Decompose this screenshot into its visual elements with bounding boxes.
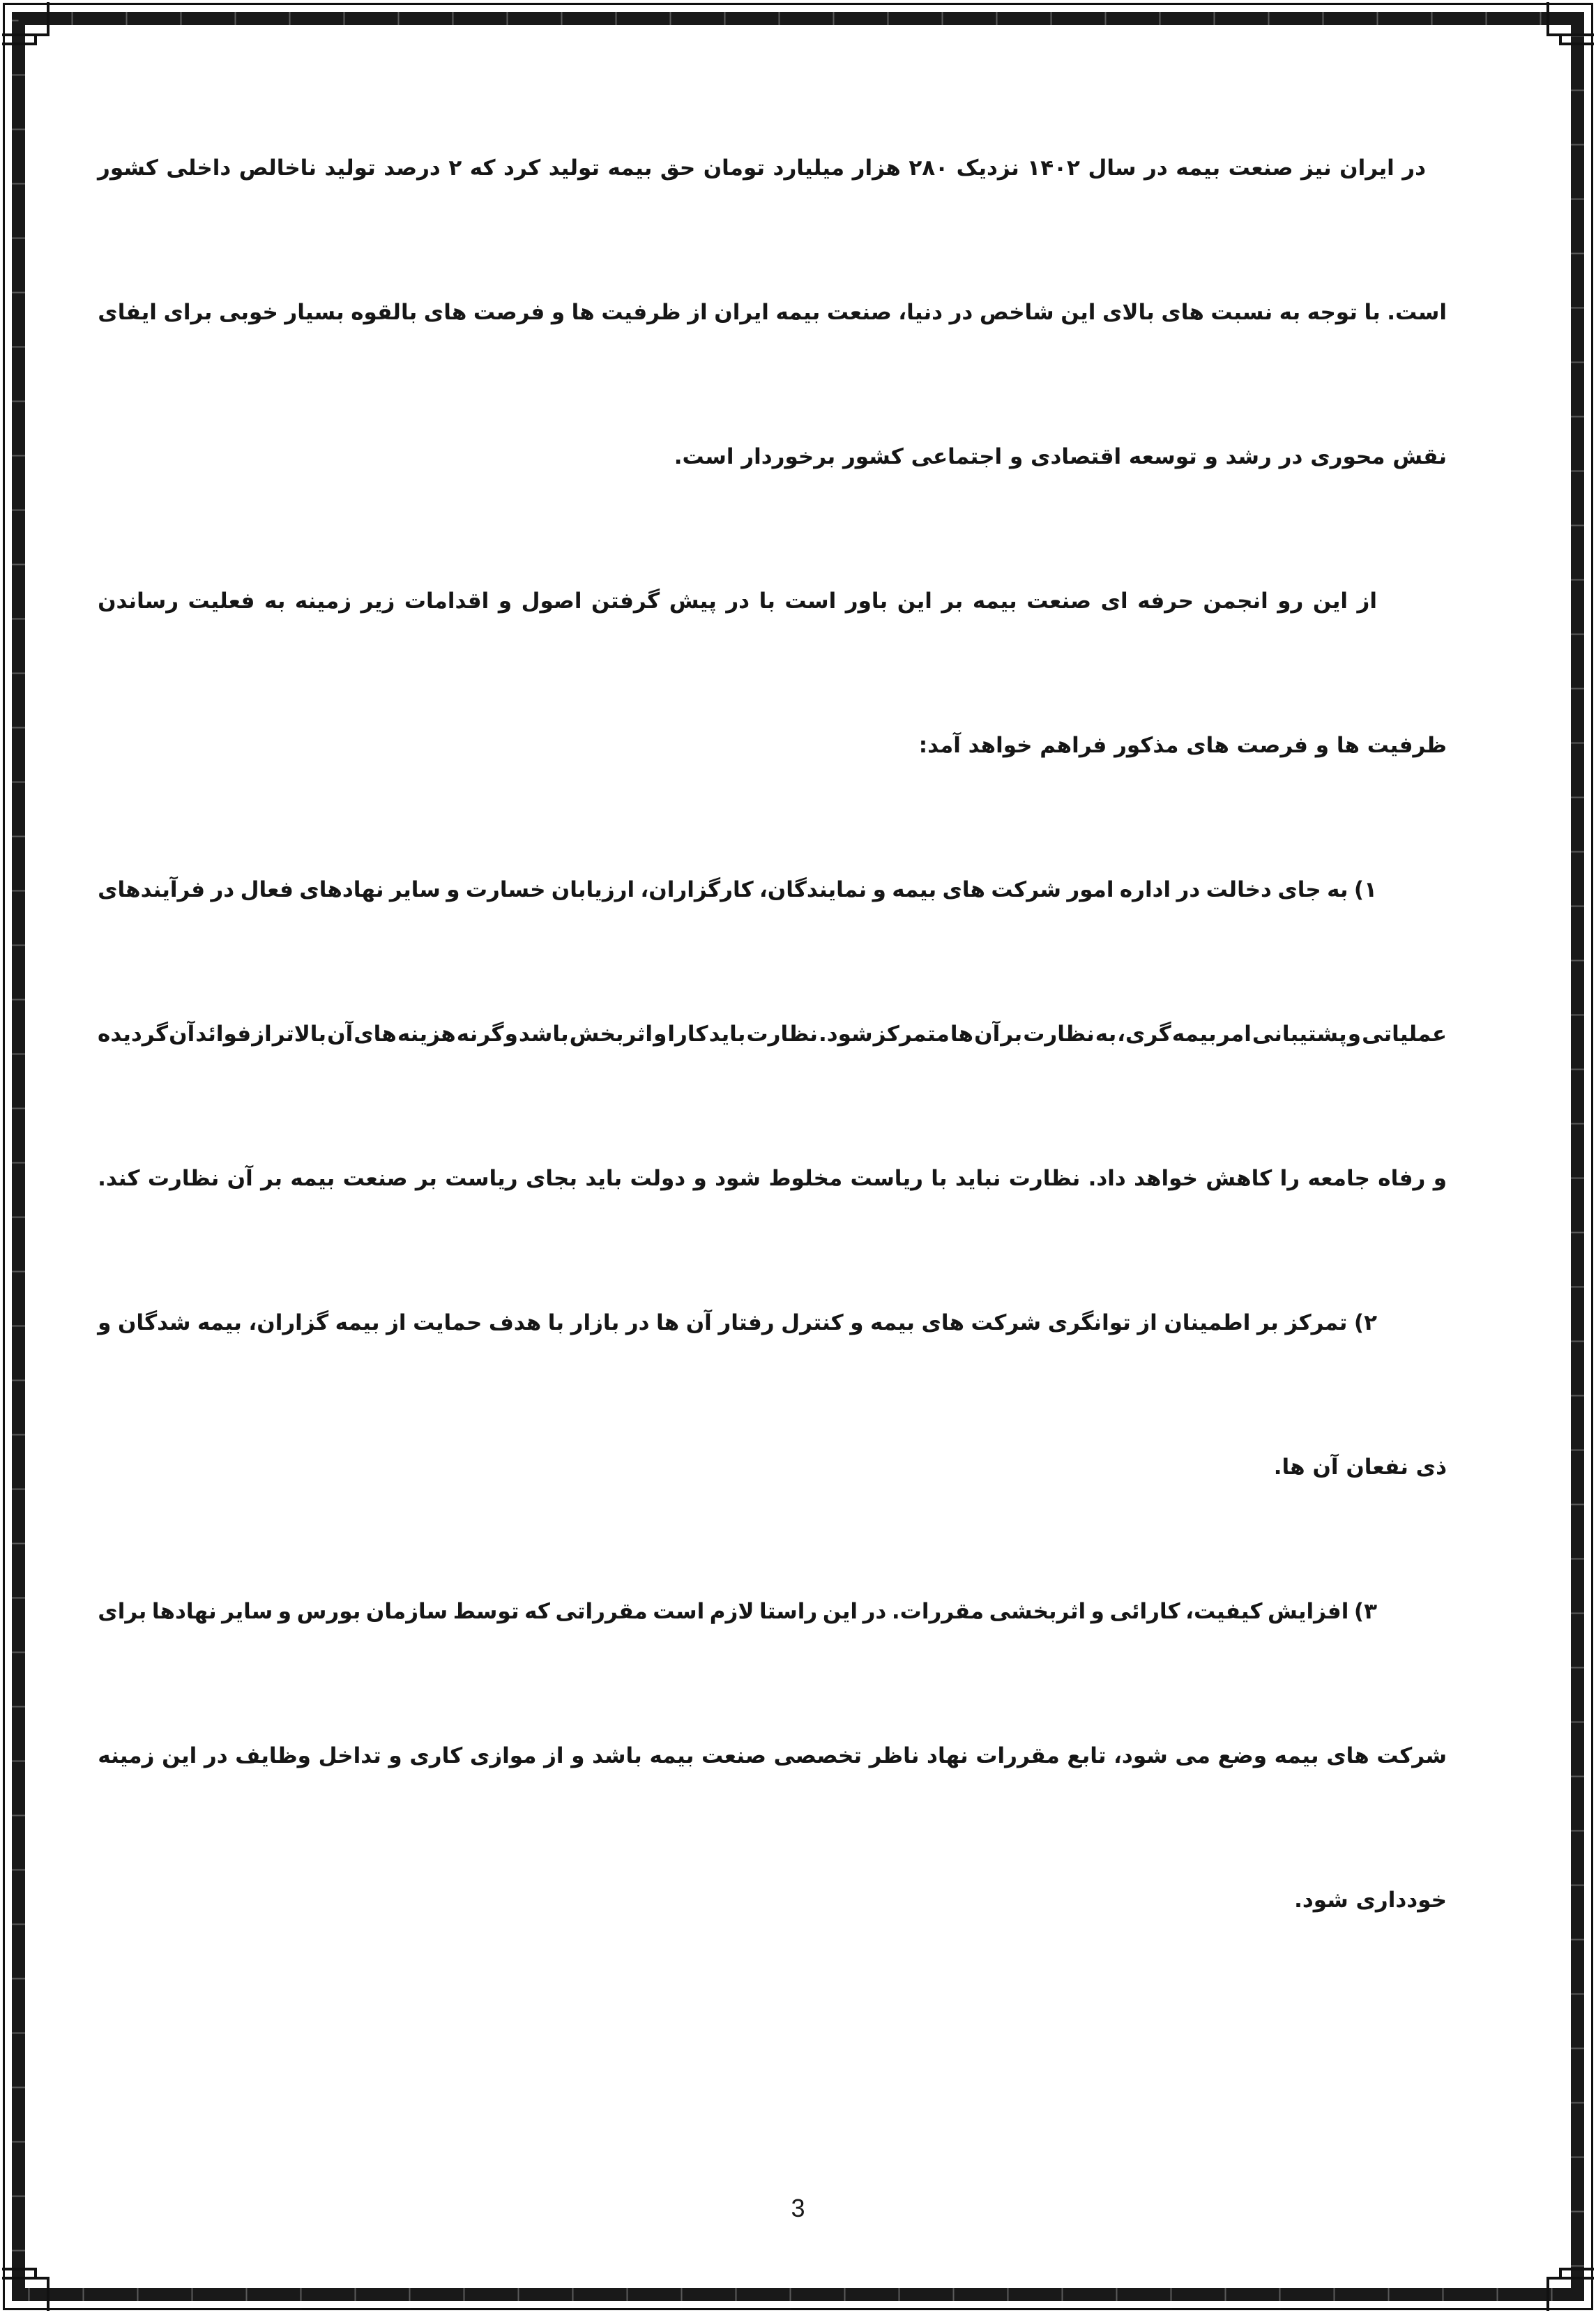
word: امور <box>1067 877 1114 902</box>
word: با <box>759 588 775 614</box>
word: داخلی <box>166 155 231 181</box>
word: کاری <box>409 1743 463 1768</box>
word: از <box>1357 588 1377 614</box>
word: انجمن <box>1203 588 1268 614</box>
word: نظارت <box>1008 1165 1081 1191</box>
text-line <box>98 96 1447 240</box>
word: آن <box>327 1021 354 1047</box>
word: کیفیت، <box>1185 1598 1263 1624</box>
word: با <box>931 1165 948 1191</box>
word: آن <box>169 1021 195 1047</box>
word: مقررات. <box>891 1598 985 1624</box>
word: باور <box>845 588 888 614</box>
word: با <box>547 1310 565 1335</box>
word: تومان <box>703 155 766 181</box>
word: به <box>1327 877 1348 902</box>
word: خوبی <box>219 299 278 325</box>
text-line <box>98 240 1447 384</box>
word: در <box>949 299 973 325</box>
word: لازم <box>709 1598 754 1624</box>
word: و <box>388 1743 402 1768</box>
word: بالاتر <box>272 1021 327 1047</box>
word: صنعت <box>701 1743 766 1768</box>
text-line <box>98 1683 1447 1828</box>
word: بر <box>1001 1021 1023 1047</box>
word: برای <box>98 1598 147 1624</box>
word: بیمه <box>607 155 653 181</box>
word: میلیارد <box>773 155 845 181</box>
word: ۱۴۰۲ <box>1027 155 1080 181</box>
word: شرکت <box>991 877 1061 902</box>
word: بیمه <box>649 1743 694 1768</box>
word: که <box>469 155 496 181</box>
word: خسارت <box>465 877 546 902</box>
word: نمایندگان، <box>759 877 867 902</box>
word: های <box>354 1021 397 1047</box>
word: اصول <box>521 588 582 614</box>
corner-knot-icon <box>2 2 50 45</box>
word: بازار <box>570 1310 620 1335</box>
word: جامعه <box>1307 1165 1370 1191</box>
word: تولید <box>324 155 376 181</box>
word: از <box>386 1310 406 1335</box>
word: تابع <box>1067 1743 1107 1768</box>
word: در <box>1143 155 1168 181</box>
word: هدف <box>488 1310 542 1335</box>
text-line list-item <box>98 1250 1447 1395</box>
word: نظارت <box>746 1021 818 1047</box>
word: سایر <box>389 877 441 902</box>
word: دخالت <box>1206 877 1272 902</box>
word: مقررات <box>975 1743 1060 1768</box>
word: برای <box>163 299 213 325</box>
word: شرکت <box>1376 1743 1447 1768</box>
word: فعال <box>240 877 294 902</box>
word: ۱) <box>1353 877 1377 902</box>
word: نباید <box>955 1165 1001 1191</box>
word: بیمه <box>1171 1021 1217 1047</box>
word: بالقوه <box>351 299 418 325</box>
word: گری، <box>1117 1021 1171 1047</box>
word: بر <box>415 1165 437 1191</box>
word: اطمینان <box>1164 1310 1251 1335</box>
word: نظارت <box>147 1165 220 1191</box>
word: ایران <box>1339 155 1394 181</box>
word: در <box>204 1743 228 1768</box>
word: فعلیت <box>188 588 255 614</box>
word: بجای <box>525 1165 578 1191</box>
word: حمایت <box>413 1310 482 1335</box>
word: در <box>211 877 235 902</box>
word: که <box>524 1598 550 1624</box>
word: بالای <box>1102 299 1155 325</box>
word: ۲) <box>1353 1310 1377 1335</box>
word: تولید <box>548 155 600 181</box>
word: ناظر <box>869 1743 920 1768</box>
document-body <box>98 96 1447 1972</box>
word: کرد <box>503 155 541 181</box>
text-line: ظرفیت ها و فرصت های مذکور فراهم خواهد آمد: <box>918 732 1447 758</box>
word: شدگان <box>117 1310 191 1335</box>
text-line <box>98 962 1447 1106</box>
word: ایفای <box>98 299 157 325</box>
word: این <box>897 588 932 614</box>
word: درصد <box>383 155 441 181</box>
word: ها <box>950 1021 974 1047</box>
word: ریاست <box>850 1165 923 1191</box>
word: بیمه <box>1274 1743 1319 1768</box>
word: ظرفیت <box>601 299 681 325</box>
word: به <box>264 588 286 614</box>
word: موازی <box>469 1743 537 1768</box>
word: از <box>544 1743 564 1768</box>
word: مقرراتی <box>555 1598 648 1624</box>
word: فوائد <box>195 1021 252 1047</box>
word: افزایش <box>1268 1598 1349 1624</box>
word: باشد <box>518 1021 569 1047</box>
word: بر <box>261 1165 283 1191</box>
word: عملیاتی <box>1362 1021 1447 1047</box>
word: ارزیابان <box>551 877 635 902</box>
word: امر <box>1217 1021 1252 1047</box>
word: بیمه <box>892 877 937 902</box>
word: های <box>1326 1743 1369 1768</box>
word: و <box>693 1165 707 1191</box>
word: و <box>278 1598 292 1624</box>
word: ای <box>1100 588 1128 614</box>
word: اداره <box>1119 877 1171 902</box>
word: تداخل <box>318 1743 381 1768</box>
word: است <box>784 588 837 614</box>
word: زمینه <box>98 1743 155 1768</box>
word: وظایف <box>235 1743 311 1768</box>
text-line list-item <box>98 817 1447 962</box>
word: در <box>862 1598 887 1624</box>
word: با <box>1364 299 1381 325</box>
word: فرآیندهای <box>98 877 206 902</box>
word: رفتار <box>718 1310 775 1335</box>
word: تخصصی <box>773 1743 862 1768</box>
word: در <box>1402 155 1426 181</box>
word: است <box>653 1598 705 1624</box>
word: نزدیک <box>956 155 1019 181</box>
word: توجه <box>1307 299 1358 325</box>
word: شود، <box>1114 1743 1168 1768</box>
word: شرکت <box>971 1310 1042 1335</box>
word: بیمه <box>870 1310 915 1335</box>
word: ایران <box>714 299 769 325</box>
word: بیمه <box>775 299 821 325</box>
word: و <box>446 877 460 902</box>
text-line: ذی نفعان آن ها. <box>1273 1454 1447 1480</box>
word: اقدامات <box>404 588 489 614</box>
word: سال <box>1088 155 1137 181</box>
word: و <box>571 1743 585 1768</box>
word: کارائی <box>1109 1598 1180 1624</box>
word: می <box>1175 1743 1210 1768</box>
word: این <box>162 1743 197 1768</box>
word: سازمان <box>365 1598 448 1624</box>
word: بورس <box>296 1598 361 1624</box>
word: ۳) <box>1353 1598 1377 1624</box>
word: توسط <box>453 1598 519 1624</box>
word: و <box>498 588 512 614</box>
word: ها <box>571 299 595 325</box>
word: و <box>98 1310 112 1335</box>
word: و <box>653 1021 667 1047</box>
word: در <box>625 1310 650 1335</box>
word: نسبت <box>1210 299 1273 325</box>
word: از <box>252 1021 272 1047</box>
word: گردیده <box>98 1021 169 1047</box>
word: بر <box>1256 1310 1279 1335</box>
word: بیمه <box>290 1165 335 1191</box>
word: و <box>551 299 565 325</box>
word: بیمه <box>197 1310 242 1335</box>
word: بسیار <box>284 299 344 325</box>
word: رساندن <box>98 588 179 614</box>
word: مخلوط <box>768 1165 843 1191</box>
word: جای <box>1277 877 1321 902</box>
word: اثربخش <box>569 1021 653 1047</box>
word: نهادهای <box>299 877 384 902</box>
word: خواهد <box>1134 1165 1198 1191</box>
word: کارگزاران، <box>640 877 754 902</box>
word: صنعت <box>826 299 892 325</box>
word: این <box>1312 588 1348 614</box>
word: کاهش <box>1206 1165 1272 1191</box>
word: کارا <box>667 1021 708 1047</box>
word: تمرکز <box>1285 1310 1348 1335</box>
word: حرفه <box>1137 588 1194 614</box>
word: نیز <box>1301 155 1332 181</box>
word: گرفتن <box>591 588 660 614</box>
word: پشتیبانی <box>1252 1021 1347 1047</box>
word: گرنه <box>456 1021 504 1047</box>
word: در <box>1176 877 1201 902</box>
text-line: خودداری شود. <box>1294 1887 1447 1913</box>
word: ۲۸۰ <box>909 155 949 181</box>
word: و <box>872 877 886 902</box>
word: فرصت <box>473 299 545 325</box>
word: حق <box>660 155 696 181</box>
word: زمینه <box>294 588 352 614</box>
word: های <box>423 299 467 325</box>
word: های <box>942 877 985 902</box>
word: بیمه <box>1176 155 1221 181</box>
word: باید <box>585 1165 623 1191</box>
word: بر <box>941 588 964 614</box>
word: زیر <box>360 588 395 614</box>
word: راستا <box>759 1598 818 1624</box>
word: و <box>1090 1598 1104 1624</box>
word: به <box>1095 1021 1117 1047</box>
page-number: 3 <box>791 2194 805 2222</box>
word: نظارت <box>1023 1021 1095 1047</box>
word: های <box>921 1310 965 1335</box>
word: نهاد <box>927 1743 968 1768</box>
word: صنعت <box>342 1165 408 1191</box>
word: ها <box>656 1310 680 1335</box>
word: ناخالص <box>238 155 317 181</box>
word: گزاران، <box>248 1310 329 1335</box>
word: نهادها <box>151 1598 217 1624</box>
word: بیمه <box>335 1310 380 1335</box>
word: کند. <box>98 1165 140 1191</box>
word: و <box>1347 1021 1362 1047</box>
word: سایر <box>222 1598 273 1624</box>
word: آن <box>974 1021 1001 1047</box>
word: وضع <box>1217 1743 1268 1768</box>
word: بیمه <box>972 588 1017 614</box>
word: هزینه <box>397 1021 456 1047</box>
text-line <box>98 529 1447 673</box>
word: این <box>822 1598 858 1624</box>
word: این <box>1061 299 1096 325</box>
text-line list-item <box>98 1539 1447 1683</box>
word: است. <box>1387 299 1447 325</box>
word: صنعت <box>1228 155 1293 181</box>
word: و <box>850 1310 864 1335</box>
word: در <box>726 588 750 614</box>
text-line <box>98 1106 1447 1250</box>
word: رو <box>1277 588 1304 614</box>
text-line: نقش محوری در رشد و توسعه اقتصادی و اجتماعی کشور برخوردار است. <box>674 443 1447 469</box>
word: باید <box>708 1021 746 1047</box>
word: باشد <box>592 1743 642 1768</box>
word: و <box>1433 1165 1447 1191</box>
word: هزار <box>852 155 901 181</box>
word: دولت <box>630 1165 686 1191</box>
word: کنترل <box>781 1310 844 1335</box>
word: دنیا، <box>898 299 943 325</box>
word: شود <box>715 1165 761 1191</box>
word: کشور <box>98 155 158 181</box>
word: ریاست <box>445 1165 518 1191</box>
word: صنعت <box>1026 588 1092 614</box>
word: شود. <box>818 1021 873 1047</box>
word: را <box>1279 1165 1300 1191</box>
word: توانگری <box>1047 1310 1131 1335</box>
word: داد. <box>1088 1165 1126 1191</box>
word: رفاه <box>1378 1165 1426 1191</box>
word: آن <box>685 1310 712 1335</box>
word: شاخص <box>979 299 1054 325</box>
word: به <box>1279 299 1301 325</box>
word: ۲ <box>448 155 462 181</box>
word: های <box>1161 299 1204 325</box>
word: متمرکز <box>873 1021 950 1047</box>
word: و <box>504 1021 518 1047</box>
word: از <box>687 299 708 325</box>
word: آن <box>227 1165 253 1191</box>
word: پیش <box>669 588 717 614</box>
word: از <box>1137 1310 1157 1335</box>
word: اثربخشی <box>989 1598 1086 1624</box>
